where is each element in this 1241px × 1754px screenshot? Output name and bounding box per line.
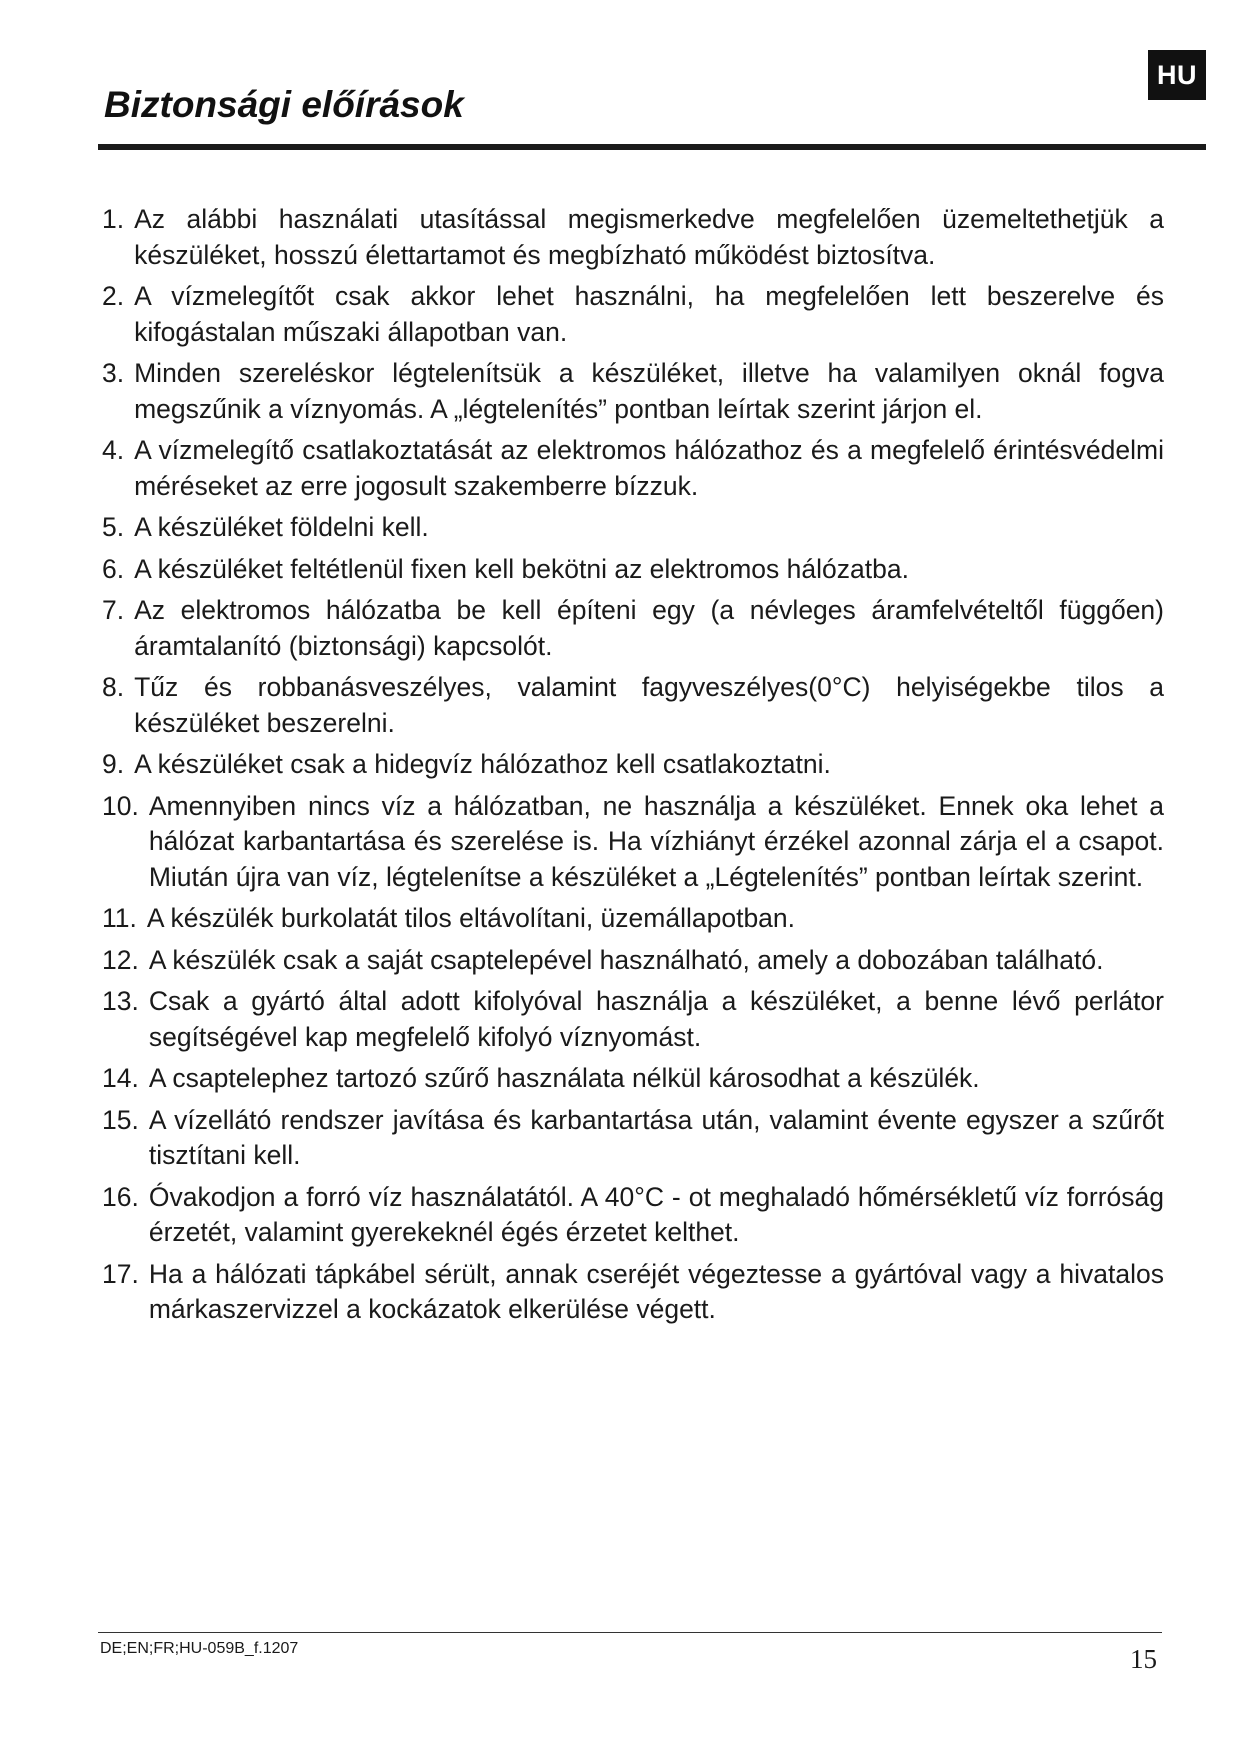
rule-text: Az elektromos hálózatba be kell építeni egy (a névleges áramfelvételtől függően) áramtalanító (biztonsági) kapcsolót. <box>134 595 1164 661</box>
rule-text: A készülék csak a saját csaptelepével használható, amely a dobozában található. <box>148 944 1104 975</box>
rule-text: Ha a hálózati tápkábel sérült, annak cseréjét végeztesse a gyártóval vagy a hivatalos márkaszervizzel a kockázatok elkerülése végett. <box>148 1258 1164 1324</box>
rule-text: A vízmelegítő csatlakoztatását az elektromos hálózathoz és a megfelelő érintésvédelmi méréseket az erre jogosult szakemberre bízzuk. <box>134 435 1164 501</box>
rule-number: 11. <box>102 903 137 933</box>
rule-text: A vízellátó rendszer javítása és karbantartása után, valamint évente egyszer a szűrőt tisztítani kell. <box>148 1104 1164 1170</box>
rule-item <box>102 1061 1164 1097</box>
rule-item <box>102 670 1164 741</box>
rule-number: 13. <box>102 986 139 1016</box>
rule-text: Az alábbi használati utasítással megismerkedve megfelelően üzemeltethetjük a készüléket, hosszú élettartamot és megbízható működést biztosítva. <box>134 204 1164 270</box>
rule-number: 17. <box>102 1258 139 1289</box>
rule-item <box>102 356 1164 427</box>
rule-number: 9. <box>102 749 125 779</box>
safety-rules-list <box>102 202 1164 1334</box>
page-number: 15 <box>1130 1644 1157 1674</box>
rule-number: 12. <box>102 944 139 975</box>
rule-item <box>102 984 1164 1055</box>
rule-number: 1. <box>102 204 125 234</box>
rule-item <box>102 943 1164 979</box>
rule-item <box>102 433 1164 504</box>
rule-number: 2. <box>102 281 125 311</box>
rule-item <box>102 202 1164 273</box>
rule-number: 5. <box>102 512 125 542</box>
rule-text: A készülék burkolatát tilos eltávolítani, üzemállapotban. <box>146 903 796 933</box>
rule-item <box>102 593 1164 664</box>
rule-item <box>102 789 1164 896</box>
rule-number: 16. <box>102 1181 139 1212</box>
rule-number: 7. <box>102 595 125 625</box>
rule-number: 15. <box>102 1104 139 1135</box>
footer-divider <box>98 1632 1162 1633</box>
document-code: DE;EN;FR;HU-059B_f.1207 <box>100 1640 299 1657</box>
rule-number: 8. <box>102 672 125 702</box>
rule-text: Csak a gyártó által adott kifolyóval használja a készüléket, a benne lévő perlátor segítségével kap megfelelő kifolyó víznyomást. <box>148 986 1164 1052</box>
rule-item <box>102 1257 1164 1328</box>
rule-number: 3. <box>102 358 125 388</box>
rule-number: 14. <box>102 1063 139 1093</box>
rule-text: Amennyiben nincs víz a hálózatban, ne használja a készüléket. Ennek oka lehet a hálózat karbantartása és szerelése is. Ha vízhiányt érzékel azonnal zárja el a csapot. Miután újra van víz, légtelenítse a készüléket a „Légtelenítés” pontban leírtak szerint. <box>148 790 1164 892</box>
rule-item <box>102 1180 1164 1251</box>
rule-item <box>102 901 1164 937</box>
rule-text: A készüléket csak a hidegvíz hálózathoz kell csatlakoztatni. <box>134 749 831 779</box>
rule-item <box>102 1103 1164 1174</box>
rule-item <box>102 552 1164 588</box>
page-title: Biztonsági előírások <box>104 84 464 125</box>
rule-item <box>102 747 1164 783</box>
rule-text: Minden szereléskor légtelenítsük a készüléket, illetve ha valamilyen oknál fogva megszűnik a víznyomás. A „légtelenítés” pontban leírtak szerint járjon el. <box>134 358 1164 424</box>
title-divider <box>98 144 1206 150</box>
rule-text: A csaptelephez tartozó szűrő használata nélkül károsodhat a készülék. <box>148 1063 980 1093</box>
rule-text: Tűz és robbanásveszélyes, valamint fagyveszélyes(0°C) helyiségekbe tilos a készüléket beszerelni. <box>134 672 1164 738</box>
rule-number: 4. <box>102 435 125 465</box>
rule-text: A készüléket feltétlenül fixen kell bekötni az elektromos hálózatba. <box>134 553 909 584</box>
rule-number: 6. <box>102 553 125 584</box>
rule-number: 10. <box>102 790 139 821</box>
rule-text: A készüléket földelni kell. <box>134 512 429 542</box>
rule-item <box>102 279 1164 350</box>
rule-item <box>102 510 1164 546</box>
rule-text: Óvakodjon a forró víz használatától. A 40°C - ot meghaladó hőmérsékletű víz forróság érzetét, valamint gyerekeknél égés érzetet kelthet. <box>148 1181 1164 1247</box>
rule-text: A vízmelegítőt csak akkor lehet használni, ha megfelelően lett beszerelve és kifogástalan műszaki állapotban van. <box>134 281 1164 347</box>
language-badge: HU <box>1148 50 1206 100</box>
